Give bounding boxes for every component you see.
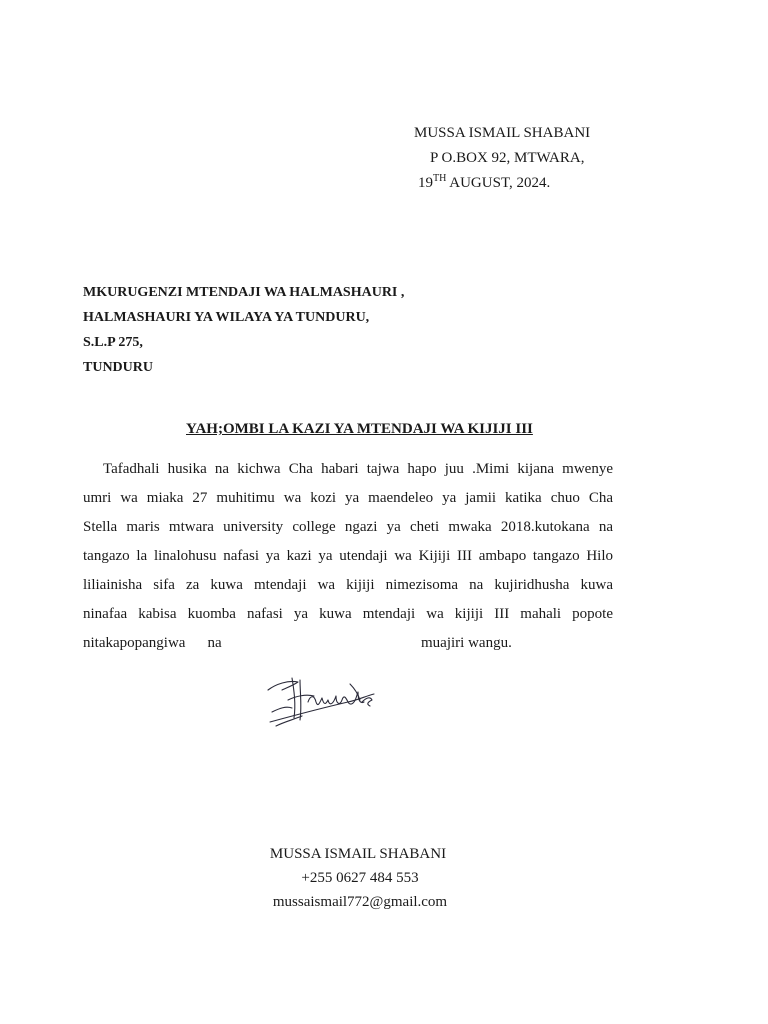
- body-line: Tafadhali husika na kichwa Cha habari tajwa hapo juu .Mimi kijana mwenye: [103, 461, 613, 477]
- recipient-block: [83, 280, 404, 380]
- date-rest: AUGUST, 2024.: [446, 175, 551, 191]
- sender-block: [414, 121, 590, 196]
- recipient-line: TUNDURU: [83, 360, 153, 375]
- letter-body: [83, 455, 613, 658]
- body-last-na: na: [207, 635, 222, 651]
- body-line: tangazo la linalohusu nafasi ya kazi ya utendaji wa Kijiji III ambapo tangazo Hilo: [83, 548, 613, 564]
- body-last-line: [83, 629, 613, 658]
- letter-date: [418, 171, 590, 196]
- footer-phone: +255 0627 484 553: [301, 870, 419, 886]
- recipient-line: MKURUGENZI MTENDAJI WA HALMASHAURI ,: [83, 285, 405, 300]
- body-line: Stella maris mtwara university college ngazi ya cheti mwaka 2018.kutokana na: [83, 519, 613, 535]
- footer-name: MUSSA ISMAIL SHABANI: [269, 846, 447, 862]
- handwritten-signature: [262, 672, 382, 732]
- sender-name: MUSSA ISMAIL SHABANI: [414, 125, 591, 141]
- letter-subject: YAH;OMBI LA KAZI YA MTENDAJI WA KIJIJI III: [186, 421, 533, 437]
- recipient-line: S.L.P 275,: [83, 335, 143, 350]
- footer-email: mussaismail772@gmail.com: [272, 894, 448, 910]
- footer-signature-block: [230, 842, 490, 914]
- body-last-start: nitakapopangiwa: [83, 635, 186, 651]
- date-day: 19: [418, 175, 433, 191]
- body-line: umri wa miaka 27 muhitimu wa kozi ya maendeleo ya jamii katika chuo Cha: [83, 490, 613, 506]
- date-suffix: TH: [433, 173, 447, 184]
- body-last-end: muajiri wangu.: [421, 635, 512, 651]
- sender-address: P O.BOX 92, MTWARA,: [430, 150, 585, 166]
- body-line: ninafaa kabisa kuomba nafasi ya kuwa mtendaji wa kijiji III mahali popote: [83, 606, 613, 622]
- recipient-line: HALMASHAURI YA WILAYA YA TUNDURU,: [83, 310, 370, 325]
- body-line: liliainisha sifa za kuwa mtendaji wa kijiji nimezisoma na kujiridhusha kuwa: [83, 577, 613, 593]
